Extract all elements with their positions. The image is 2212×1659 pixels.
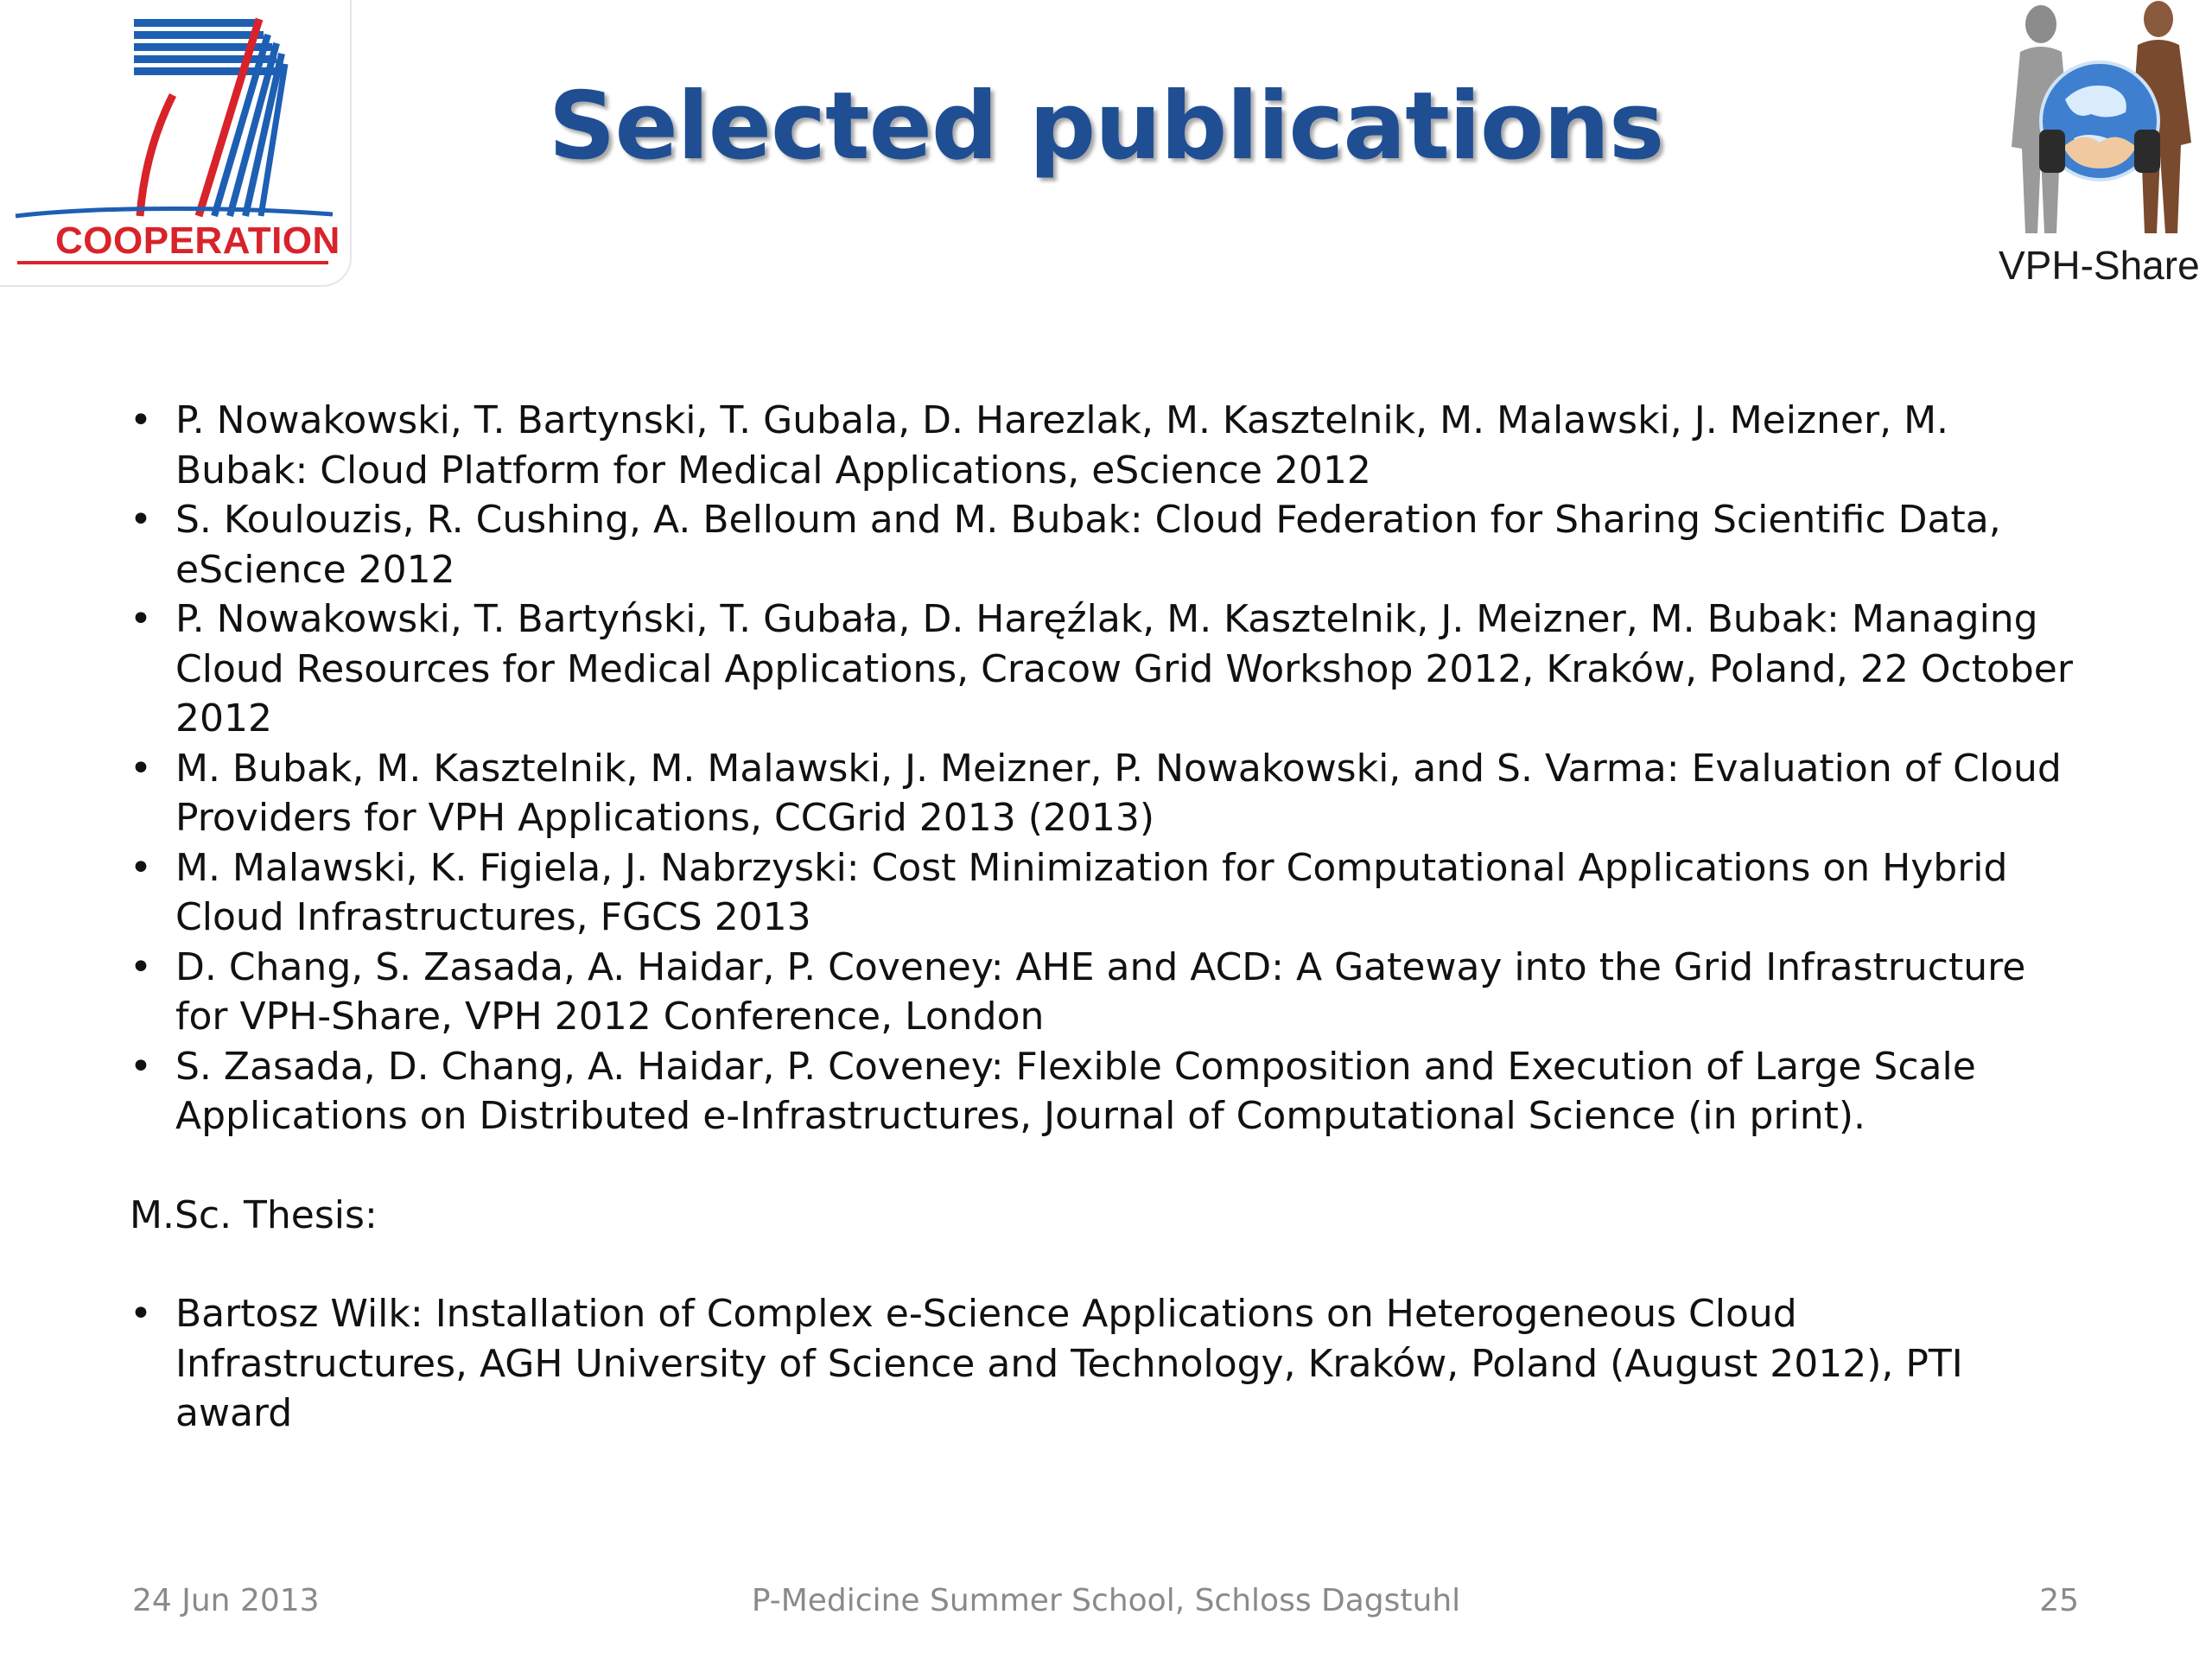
bullet: • [130,1044,152,1089]
publication-text: S. Zasada, D. Chang, A. Haidar, P. Coveney: Flexible Composition and Execution of Large Scale Applications on Distributed e-Infrastructures, Journal of Computational Science (in print). [175,1044,1976,1138]
footer-date: 24 Jun 2013 [132,1583,320,1618]
list-item [130,1289,2082,1439]
list-item [130,495,2082,594]
footer-event: P-Medicine Summer School, Schloss Dagstuhl [751,1583,1461,1618]
publication-text: M. Bubak, M. Kasztelnik, M. Malawski, J. Meizner, P. Nowakowski, and S. Varma: Evaluation of Cloud Providers for VPH Applications, CCGrid 2013 (2013) [175,746,2062,840]
bullet: • [130,845,152,890]
thesis-text: Bartosz Wilk: Installation of Complex e-Science Applications on Heterogeneous Cloud Infrastructures, AGH University of Science and Technology, Kraków, Poland (August 2012), PTI award [175,1292,1963,1435]
publication-text: S. Koulouzis, R. Cushing, A. Belloum and M. Bubak: Cloud Federation for Sharing Scientific Data, eScience 2012 [175,498,2001,592]
publications-content [130,396,2082,1439]
list-item [130,943,2082,1042]
bullet: • [130,398,152,442]
publication-list [130,396,2082,1141]
page-number: 25 [2039,1583,2079,1618]
list-item [130,594,2082,744]
thesis-list [130,1289,2082,1439]
list-item [130,744,2082,843]
publication-text: M. Malawski, K. Figiela, J. Nabrzyski: Cost Minimization for Computational Applications on Hybrid Cloud Infrastructures, FGCS 2013 [175,845,2008,939]
bullet: • [130,498,152,542]
bullet: • [130,746,152,791]
vph-share-label: VPH-Share [1999,243,2200,288]
bullet: • [130,1292,152,1336]
bullet: • [130,944,152,989]
slide-title: Selected publications [548,73,1664,181]
publication-text: P. Nowakowski, T. Bartynski, T. Gubala, D. Harezlak, M. Kasztelnik, M. Malawski, J. Meizner, M. Bubak: Cloud Platform for Medical Applications, eScience 2012 [175,398,1949,493]
thesis-heading: M.Sc. Thesis: [130,1192,378,1237]
list-item [130,843,2082,943]
publication-text: P. Nowakowski, T. Bartyński, T. Gubała, D. Haręźlak, M. Kasztelnik, J. Meizner, M. Bubak: Managing Cloud Resources for Medical Applications, Cracow Grid Workshop 2012, Kraków, Poland, 22 October 2012 [175,597,2073,741]
list-item [130,1042,2082,1141]
vph-share-figure-icon [1987,0,2212,251]
bullet: • [130,597,152,641]
cooperation-label: COOPERATION [55,219,340,262]
list-item [130,396,2082,495]
publication-text: D. Chang, S. Zasada, A. Haidar, P. Coveney: AHE and ACD: A Gateway into the Grid Infrastructure for VPH-Share, VPH 2012 Conference, London [175,944,2026,1039]
